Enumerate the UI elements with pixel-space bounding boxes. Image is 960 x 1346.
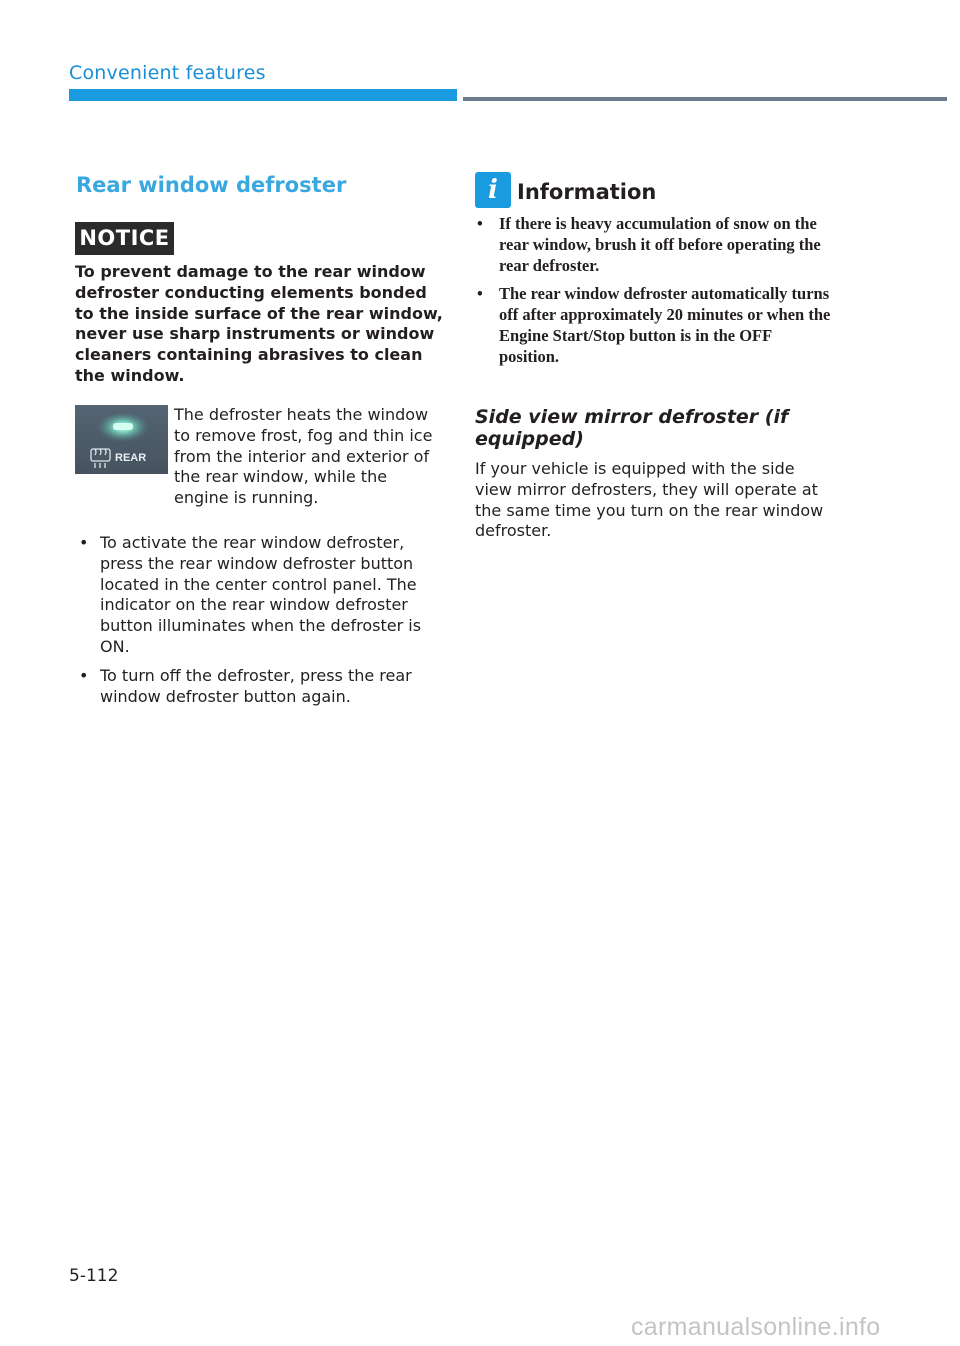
info-icon: i — [475, 172, 511, 208]
information-list — [475, 213, 835, 374]
rear-label: REAR — [115, 452, 147, 464]
defroster-description: The defroster heats the window to remove frost, fog and thin ice from the interior and exterior of the rear window, while the engine is running. — [174, 405, 433, 508]
rear-defroster-button-image — [75, 405, 168, 474]
bullet-icon: • — [79, 665, 89, 685]
side-mirror-defroster-title: Side view mirror defroster (if equipped) — [475, 406, 789, 450]
list-item: • If there is heavy accumulation of snow on the rear window, brush it off before operating the rear defroster. — [477, 214, 821, 275]
side-mirror-defroster-text: If your vehicle is equipped with the side view mirror defrosters, they will operate at the same time you turn on the rear window defroster. — [475, 459, 824, 541]
notice-text: To prevent damage to the rear window defroster conducting elements bonded to the inside surface of the rear window, never use sharp instruments or window cleaners containing abrasives to clean the window. — [75, 262, 443, 385]
defroster-instructions — [75, 533, 439, 715]
list-item: • The rear window defroster automatically turns off after approximately 20 minutes or when the Engine Start/Stop button is in the OFF position. — [477, 284, 831, 366]
chapter-title: Convenient features — [69, 62, 266, 84]
watermark: carmanualsonline.info — [631, 1313, 881, 1341]
list-item: • To turn off the defroster, press the rear window defroster button again. — [79, 665, 412, 706]
header-rule — [463, 97, 947, 101]
notice-badge: NOTICE — [75, 222, 174, 255]
header-accent-bar — [69, 89, 457, 101]
bullet-icon: • — [477, 214, 483, 233]
page-number: 5-112 — [69, 1266, 119, 1286]
bullet-icon: • — [79, 533, 89, 552]
rear-defroster-icon — [91, 449, 110, 468]
section-title: Rear window defroster — [76, 173, 347, 197]
list-item: • To activate the rear window defroster, press the rear window defroster button located in the center control panel. The indicator on the rear window defroster button illuminates when the defroster is ON. — [79, 533, 422, 656]
information-title: Information — [517, 180, 657, 204]
indicator-light — [113, 423, 133, 430]
bullet-icon: • — [477, 284, 483, 303]
